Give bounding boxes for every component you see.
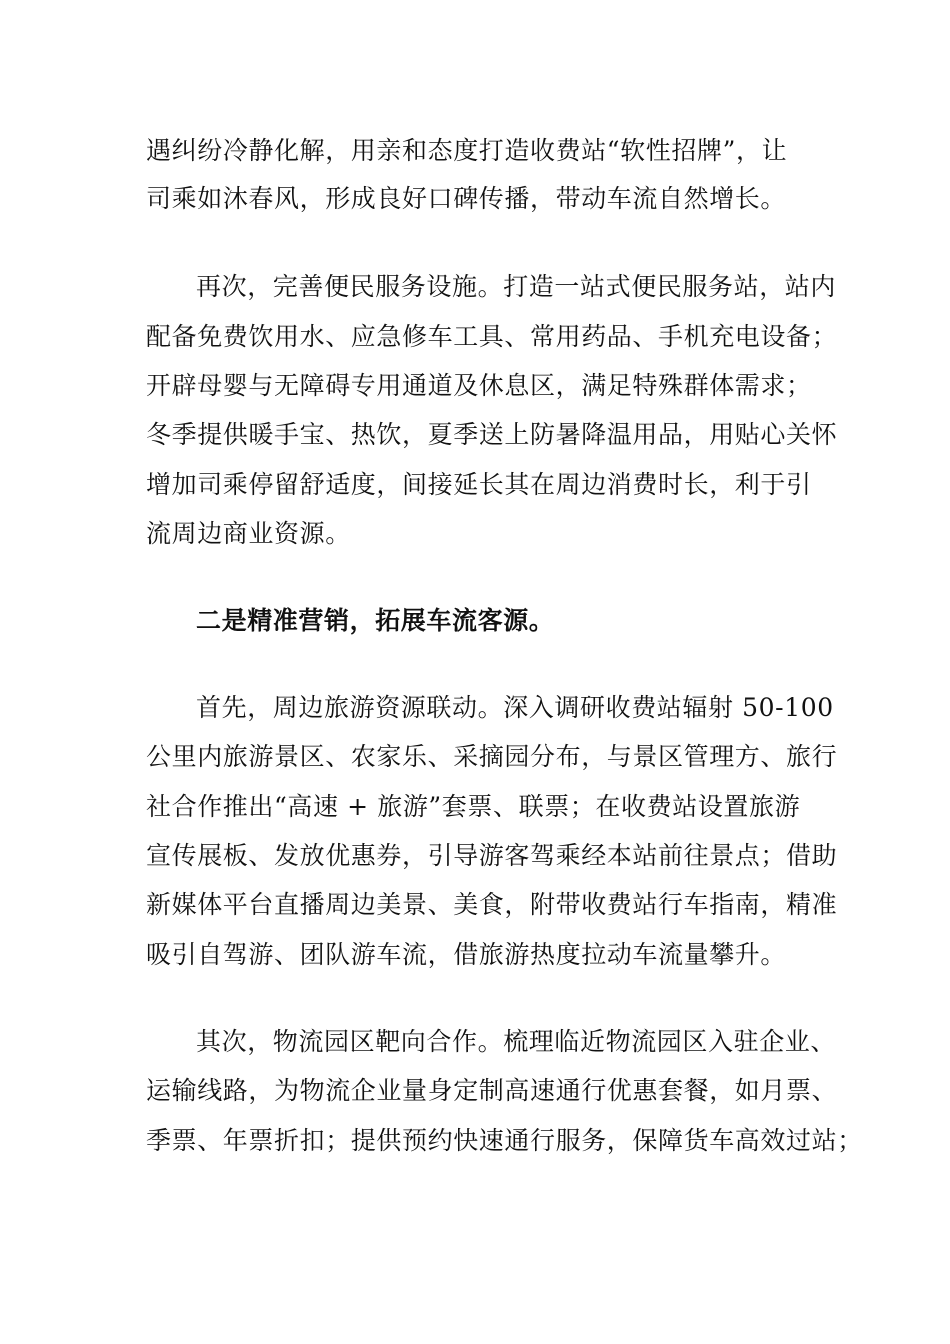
section-heading: 二是精准营销，拓展车流客源。 (196, 606, 555, 635)
text-line: 吸引自驾游、团队游车流，借旅游热度拉动车流量攀升。 (146, 940, 787, 969)
text-line: 季票、年票折扣；提供预约快速通行服务，保障货车高效过站； (146, 1126, 863, 1155)
text-line: 宣传展板、发放优惠券，引导游客驾乘经本站前往景点；借助 (146, 841, 838, 870)
text-line: 运输线路，为物流企业量身定制高速通行优惠套餐，如月票、 (146, 1076, 838, 1105)
text-line: 司乘如沐春风，形成良好口碑传播，带动车流自然增长。 (146, 184, 787, 213)
text-line: 配备免费饮用水、应急修车工具、常用药品、手机充电设备； (146, 322, 838, 351)
text-line: 流周边商业资源。 (146, 519, 351, 548)
text-line: 冬季提供暖手宝、热饮，夏季送上防暑降温用品，用贴心关怀 (146, 420, 838, 449)
text-line: 开辟母婴与无障碍专用通道及休息区，满足特殊群体需求； (146, 371, 812, 400)
paragraph-start-line: 其次，物流园区靶向合作。梳理临近物流园区入驻企业、 (196, 1027, 837, 1056)
text-line: 社合作推出“高速 + 旅游”套票、联票；在收费站设置旅游 (146, 792, 801, 821)
text-line: 增加司乘停留舒适度，间接延长其在周边消费时长，利于引 (146, 470, 812, 499)
text-line: 公里内旅游景区、农家乐、采摘园分布，与景区管理方、旅行 (146, 742, 838, 771)
text-line: 新媒体平台直播周边美景、美食，附带收费站行车指南，精准 (146, 890, 838, 919)
paragraph-start-line: 再次，完善便民服务设施。打造一站式便民服务站，站内 (196, 272, 837, 301)
paragraph-start-line: 首先，周边旅游资源联动。深入调研收费站辐射 50-100 (196, 693, 834, 722)
text-line: 遇纠纷冷静化解，用亲和态度打造收费站“软性招牌”，让 (146, 136, 788, 165)
